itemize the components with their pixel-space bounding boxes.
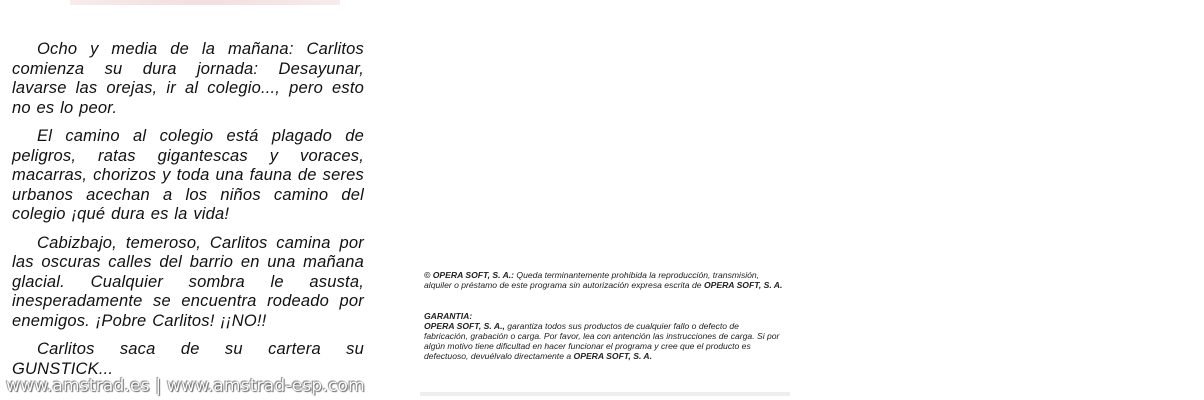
story-text (12, 40, 364, 388)
page-top-edge (70, 0, 340, 5)
copyright-company-end: OPERA SOFT, S. A. (703, 280, 783, 290)
watermark: www.amstrad.es | www.amstrad-esp.com (6, 376, 365, 396)
story-paragraph: Cabizbajo, temeroso, Carlitos camina por las oscuras calles del barrio en una mañana glacial. Cualquier sombra le asusta, inesperadamente se encuentra rodeado por enemigos. ¡Pobre Carlitos! ¡¡NO!! (12, 233, 364, 330)
guarantee-company: OPERA SOFT, S. A., (424, 321, 505, 331)
story-paragraph: Carlitos saca de su cartera su GUNSTICK... (12, 340, 364, 378)
page-bottom-edge (420, 392, 790, 396)
copyright-text: Queda terminantemente prohibida la reproducción, transmisión, alquiler o préstamo de este programa sin autorización expresa escrita de (424, 270, 760, 290)
story-paragraph: El camino al colegio está plagado de peligros, ratas gigantescas y voraces, macarras, chorizos y toda una fauna de seres urbanos acechan a los niños camino del colegio ¡qué dura es la vida! (12, 127, 364, 223)
copyright-notice (424, 270, 784, 290)
guarantee-company-end: OPERA SOFT, S. A. (573, 351, 652, 361)
story-paragraph: Ocho y media de la mañana: Carlitos comienza su dura jornada: Desayunar, lavarse las orejas, ir al colegio..., pero esto no es lo peor. (12, 40, 364, 117)
guarantee-heading: GARANTIA: (424, 311, 473, 321)
copyright-company: © OPERA SOFT, S. A.: (424, 270, 515, 280)
guarantee-text-block (424, 321, 784, 361)
legal-notice (424, 270, 784, 361)
guarantee-text: garantiza todos sus productos de cualquier fallo o defecto de fabricación, grabación o carga. Por favor, lea con antención las instrucciones de carga. Si por algún motivo tiene dificultad en hacer funcionar el programa y cree que el producto es defectuoso, devuélvalo directamente a (424, 321, 780, 361)
